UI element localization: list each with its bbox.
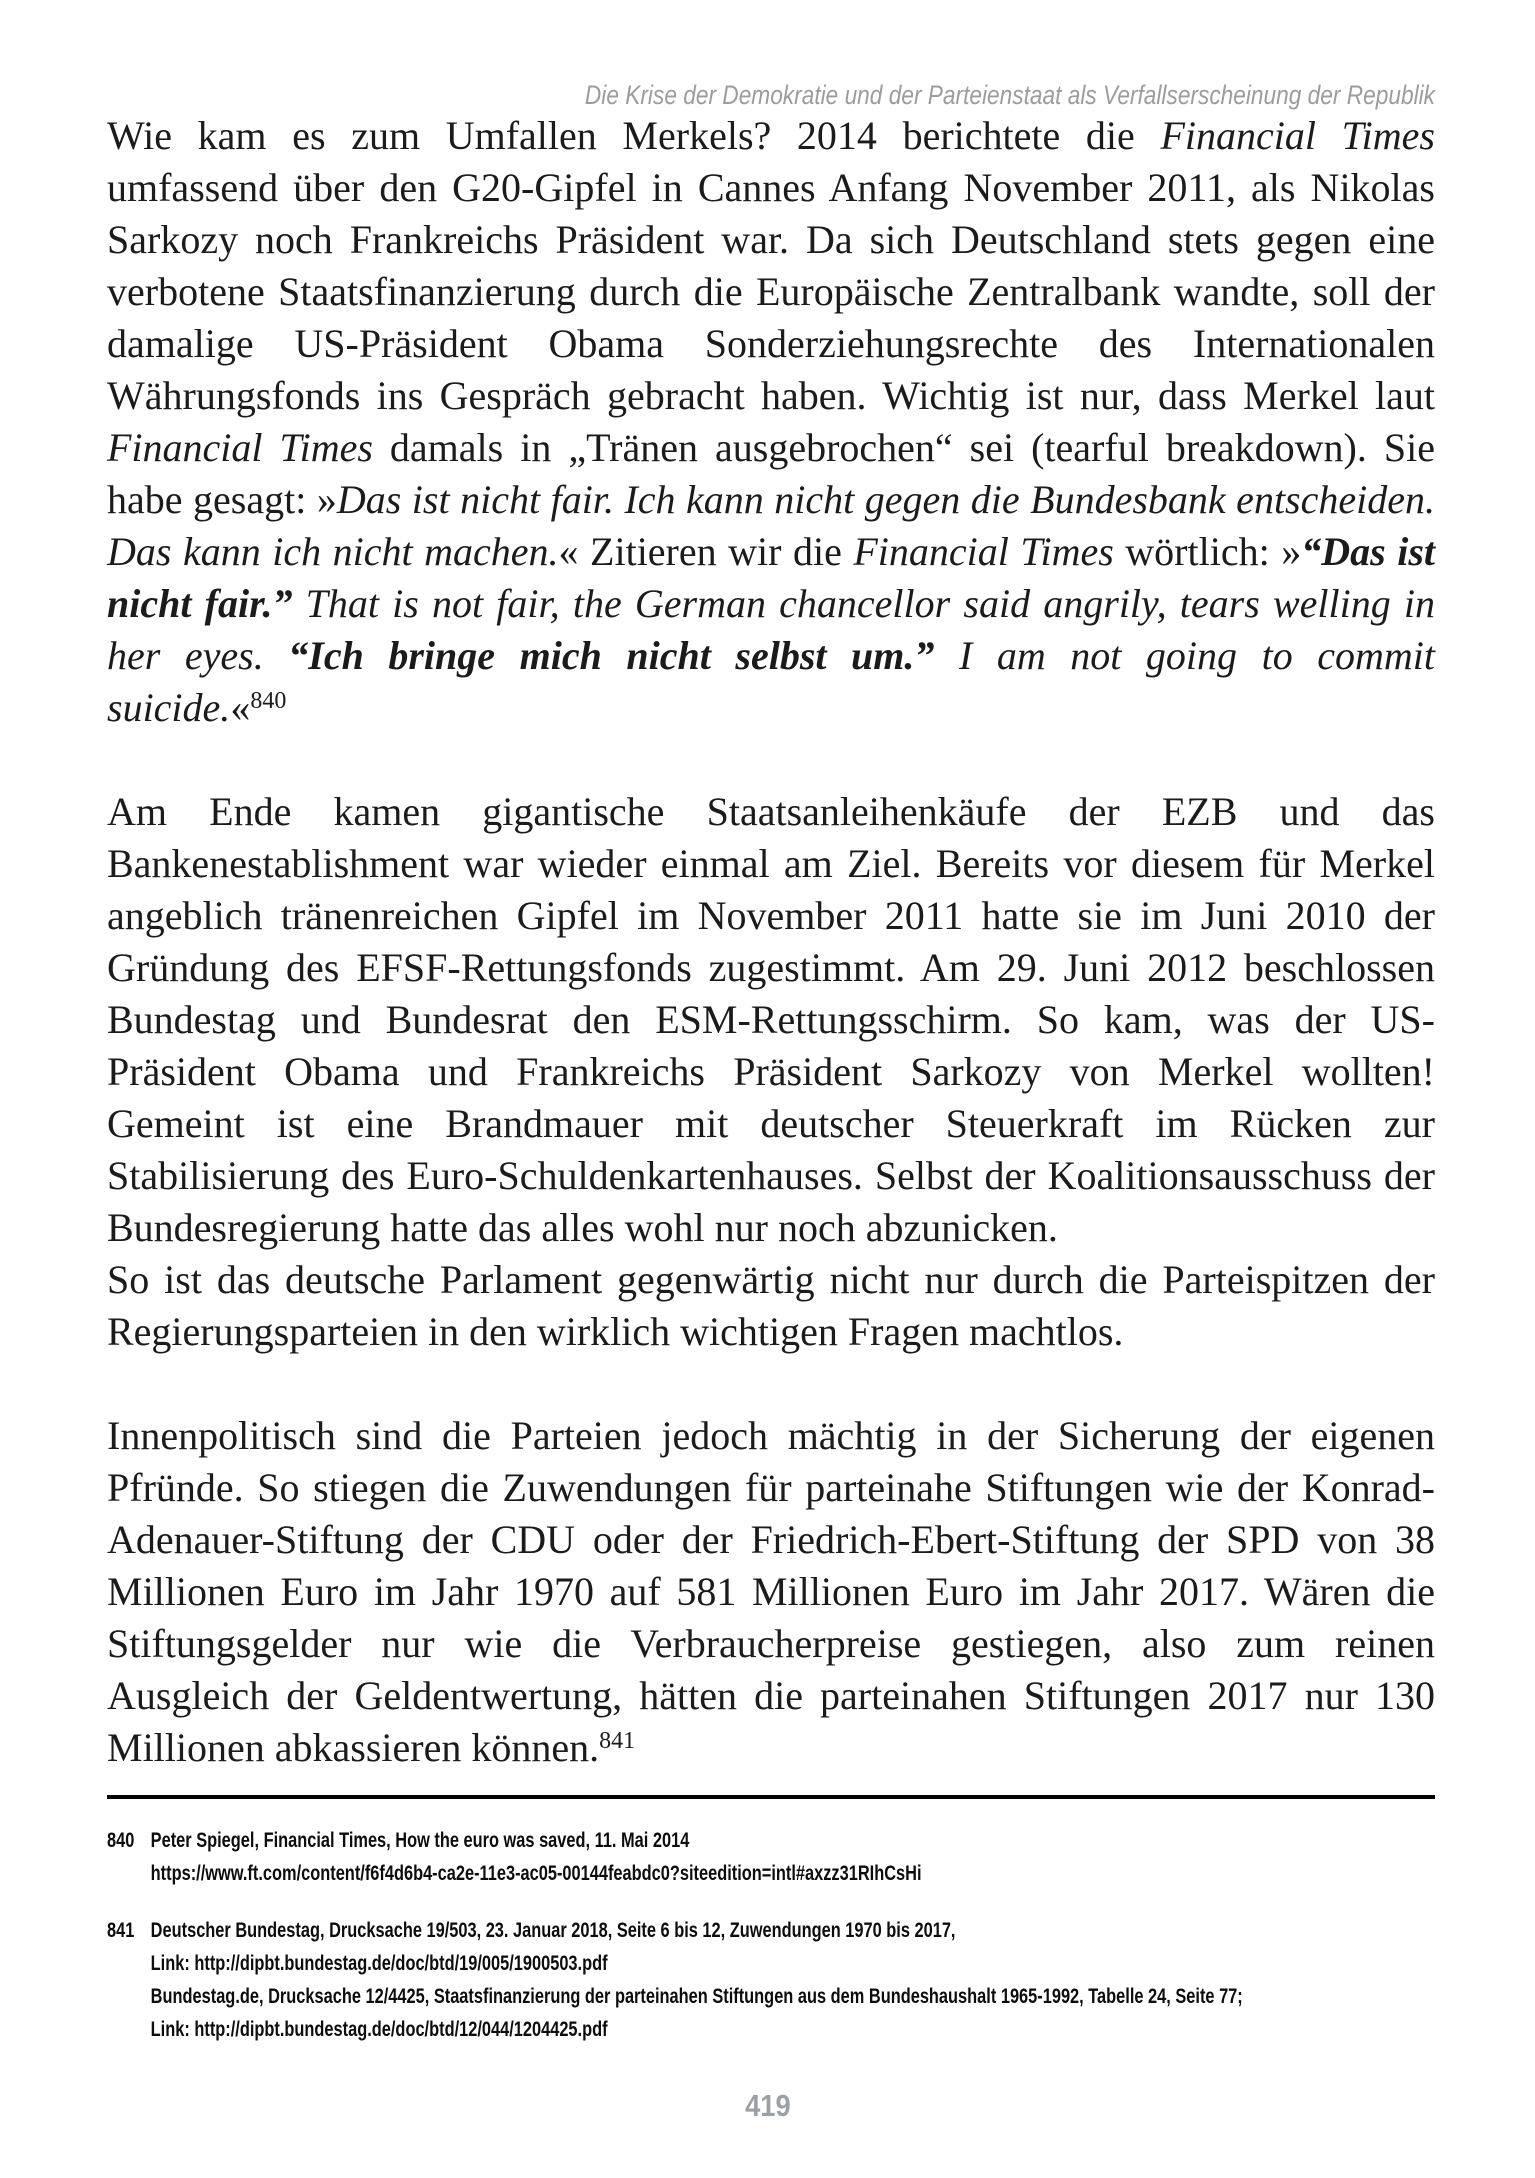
text-run: I am not going to commit suicide. — [107, 633, 1435, 730]
footnote-divider — [107, 1795, 1435, 1799]
paragraph-parlament-machtlos — [107, 1254, 1435, 1358]
running-header-text: Die Krise der Demokratie und der Parteienstaat als Verfallserscheinung der Republik — [584, 80, 1435, 110]
paragraph-stiftungen — [107, 1410, 1435, 1774]
text-run: Financial Times — [107, 425, 373, 470]
footnote-body — [151, 1824, 1436, 1890]
footnote-number: 840 — [107, 1829, 135, 1852]
text-run: “Ich bringe mich nicht selbst um.” — [288, 633, 935, 678]
text-run: Wie kam es zum Umfallen Merkels? 2014 berichtete die — [107, 113, 1161, 158]
footnote-ref: 841 — [599, 1727, 636, 1754]
text-run: Financial Times — [853, 529, 1114, 574]
page-number-text: 419 — [744, 2088, 791, 2123]
text-run: umfassend über den G20-Gipfel in Cannes Anfang November 2011, als Nikolas Sarkozy noch Frankreichs Präsident war. Da sich Deutschland stets gegen eine verbotene Staatsfinanzierung durch die Europäische Zentralbank wandte, soll der damalige US-Präsident Obama Sonderziehungsrechte des Internationalen Währungsfonds ins Gespräch gebracht haben. Wichtig ist nur, dass Merkel laut — [107, 165, 1435, 418]
text-run: Das ist nicht fair. Ich kann nicht gegen die Bundesbank entscheiden. Das kann ich nicht machen. — [107, 477, 1435, 574]
footnotes — [107, 1824, 1435, 2070]
footnote-840 — [107, 1824, 1435, 1890]
footnote-source-text: Deutscher Bundestag, Drucksache 19/503, 23. Januar 2018, Seite 6 bis 12, Zuwendungen 1970 bis 2017, — [150, 1919, 956, 1942]
footnote-link-text: https://www.ft.com/content/f6f4d6b4-ca2e-11e3-ac05-00144feabdc0?siteedition=intl#axzz31RIhCsHi — [150, 1862, 922, 1885]
footnote-source-text: Bundestag.de, Drucksache 12/4425, Staatsfinanzierung der parteinahen Stiftungen aus dem Bundeshaushalt 1965-1992, Tabelle 24, Seite 77; — [150, 1985, 1243, 2008]
footnote-841 — [107, 1914, 1435, 2046]
text-run: damals in „Tränen ausgebrochen“ sei (tearful breakdown). Sie habe gesagt: » — [107, 425, 1435, 522]
paragraph-merkel-umfallen — [107, 110, 1435, 734]
body-text — [107, 110, 1435, 1826]
text-run: That is not fair, the German chancellor said angrily, tears welling in her eyes. — [107, 581, 1436, 678]
running-header — [107, 80, 1435, 111]
footnote-number: 841 — [107, 1919, 135, 1942]
text-run: Innenpolitisch sind die Parteien jedoch mächtig in der Sicherung der eigenen Pfründe. So stiegen die Zuwendungen für parteinahe Stiftungen wie der Konrad-Adenauer-Stiftung der CDU oder der Friedrich-Ebert-Stiftung der SPD von 38 Millionen Euro im Jahr 1970 auf 581 Millionen Euro im Jahr 2017. Wären die Stiftungsgelder nur wie die Verbraucherpreise gestiegen, also zum reinen Ausgleich der Geldentwertung, hätten die parteinahen Stiftungen 2017 nur 130 Millionen abkassieren können. — [107, 1413, 1435, 1770]
footnote-source-text: Peter Spiegel, Financial Times, How the euro was saved, 11. Mai 2014 — [150, 1829, 690, 1852]
text-run: wörtlich: » — [1113, 529, 1302, 574]
page-number — [0, 2088, 1535, 2124]
footnote-ref: 840 — [250, 687, 287, 714]
text-run: Am Ende kamen gigantische Staatsanleihenkäufe der EZB und das Bankenestablishment war wieder einmal am Ziel. Bereits vor diesem für Merkel angeblich tränenreichen Gipfel im November 2011 hatte sie im Juni 2010 der Gründung des EFSF-Rettungsfonds zugestimmt. Am 29. Juni 2012 beschlossen Bundestag und Bundesrat den ESM-Rettungsschirm. So kam, was der US-Präsident Obama und Frankreichs Präsident Sarkozy von Merkel wollten! Gemeint ist eine Brandmauer mit deutscher Steuerkraft im Rücken zur Stabilisierung des Euro-Schuldenkartenhauses. Selbst der Koalitionsausschuss der Bundesregierung hatte das alles wohl nur noch abzunicken. — [107, 789, 1435, 1250]
text-run: « — [230, 685, 251, 730]
footnote-link-text: Link: http://dipbt.bundestag.de/doc/btd/19/005/1900503.pdf — [150, 1952, 608, 1975]
footnote-link-text: Link: http://dipbt.bundestag.de/doc/btd/12/044/1204425.pdf — [150, 2018, 608, 2041]
text-run: So ist das deutsche Parlament gegenwärtig nicht nur durch die Parteispitzen der Regierungsparteien in den wirklich wichtigen Fragen machtlos. — [107, 1257, 1435, 1354]
text-run: “Das ist nicht fair.” — [107, 529, 1435, 626]
paragraph-staatsanleihen — [107, 786, 1435, 1254]
footnote-body — [151, 1914, 1436, 2046]
text-run: Financial Times — [1160, 113, 1436, 158]
text-run: « Zitieren wir die — [558, 529, 854, 574]
